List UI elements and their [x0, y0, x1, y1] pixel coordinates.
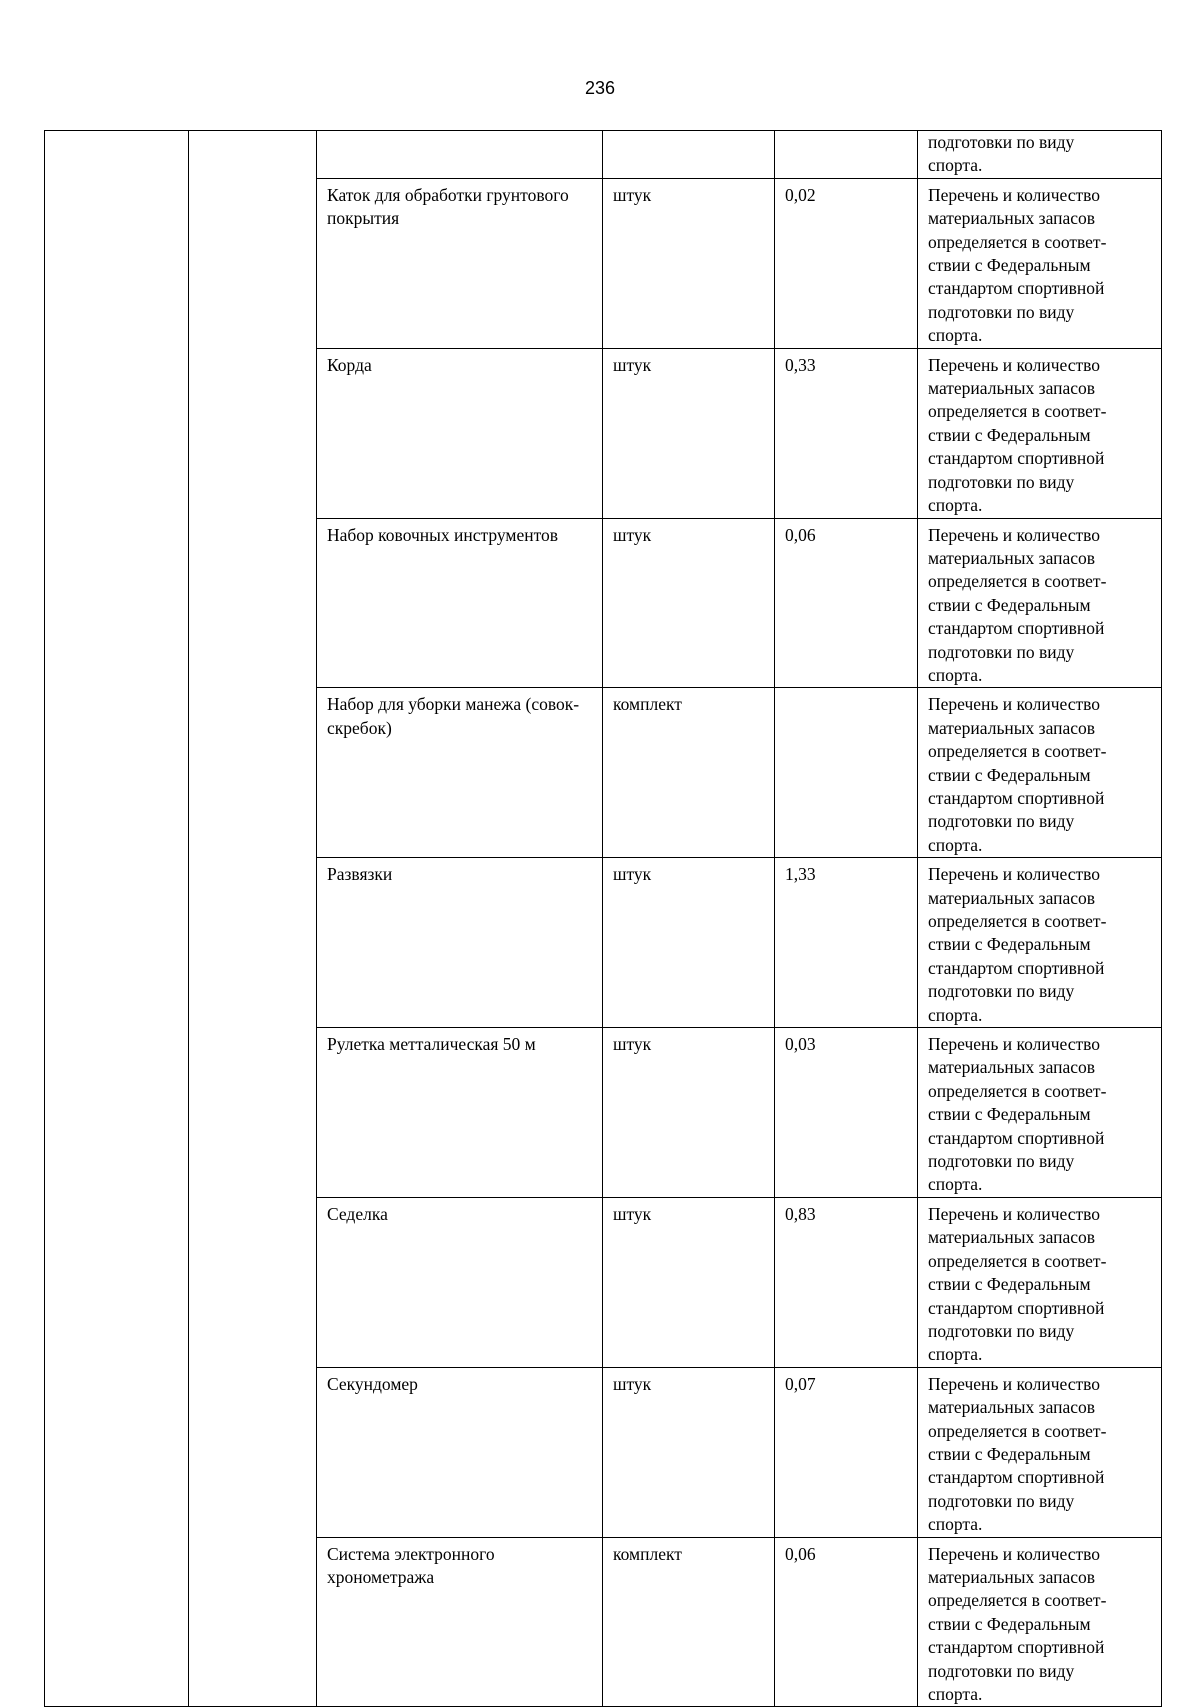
note-line: Перечень и количество: [928, 184, 1101, 205]
note-line: материальных запасов: [928, 547, 1096, 568]
note-line: стандартом спортивной: [928, 1637, 1105, 1658]
note-line: подготовки по виду: [928, 1151, 1075, 1172]
note-line: спорта.: [928, 1174, 983, 1195]
note-line: материальных запасов: [928, 1227, 1096, 1248]
note-line: ствии с Федеральным: [928, 594, 1091, 615]
note-line: определяется в соответ-: [928, 231, 1107, 252]
cell-name: Развязки: [317, 858, 603, 1028]
cell-note: [918, 178, 1162, 348]
cell-unit: штук: [603, 858, 775, 1028]
cell-unit: штук: [603, 348, 775, 518]
note-line: подготовки по виду: [928, 1320, 1075, 1341]
cell-unit: штук: [603, 1028, 775, 1198]
note-line: Перечень и количество: [928, 354, 1101, 375]
cell-note: [918, 688, 1162, 858]
cell-qty: 1,33: [775, 858, 918, 1028]
cell-qty: [775, 131, 918, 179]
note-line: подготовки по виду: [928, 1490, 1075, 1511]
note-line: стандартом спортивной: [928, 278, 1105, 299]
note-line: ствии с Федеральным: [928, 934, 1091, 955]
note-line: материальных запасов: [928, 1057, 1096, 1078]
equipment-table: [44, 130, 1162, 1707]
cell-qty: 0,07: [775, 1367, 918, 1537]
note-line: стандартом спортивной: [928, 1127, 1105, 1148]
note-line: подготовки по виду: [928, 641, 1075, 662]
cell-unit: штук: [603, 1197, 775, 1367]
cell-note: [918, 518, 1162, 688]
cell-note: [918, 1367, 1162, 1537]
note-line: определяется в соответ-: [928, 1080, 1107, 1101]
note-line: определяется в соответ-: [928, 571, 1107, 592]
note-line: подготовки по виду: [928, 471, 1075, 492]
cell-qty: 0,06: [775, 1537, 918, 1707]
cell-name: Набор ковочных инструментов: [317, 518, 603, 688]
note-line: материальных запасов: [928, 208, 1096, 229]
cell-unit: комплект: [603, 688, 775, 858]
note-line: подготовки по виду: [928, 132, 1075, 152]
cell-qty: 0,33: [775, 348, 918, 518]
note-line: Перечень и количество: [928, 1543, 1101, 1564]
note-line: ствии с Федеральным: [928, 255, 1091, 276]
note-line: материальных запасов: [928, 1397, 1096, 1418]
note-line: ствии с Федеральным: [928, 1274, 1091, 1295]
note-line: стандартом спортивной: [928, 1467, 1105, 1488]
cell-col2-merged: [189, 131, 317, 1707]
note-line: ствии с Федеральным: [928, 1613, 1091, 1634]
note-line: определяется в соответ-: [928, 1250, 1107, 1271]
cell-note: [918, 1028, 1162, 1198]
cell-qty: 0,02: [775, 178, 918, 348]
note-line: материальных запасов: [928, 1566, 1096, 1587]
cell-unit: комплект: [603, 1537, 775, 1707]
note-line: спорта.: [928, 1684, 983, 1704]
cell-name: [317, 131, 603, 179]
cell-name: Рулетка метталическая 50 м: [317, 1028, 603, 1198]
note-line: стандартом спортивной: [928, 618, 1105, 639]
cell-qty: 0,03: [775, 1028, 918, 1198]
continuation-row: [45, 131, 1162, 179]
note-line: Перечень и количество: [928, 1034, 1101, 1055]
note-line: определяется в соответ-: [928, 1420, 1107, 1441]
note-line: спорта.: [928, 664, 983, 685]
note-line: подготовки по виду: [928, 301, 1075, 322]
note-line: спорта.: [928, 1514, 983, 1535]
note-line: спорта.: [928, 1344, 983, 1365]
cell-unit: штук: [603, 178, 775, 348]
cell-qty: 0,06: [775, 518, 918, 688]
note-line: стандартом спортивной: [928, 448, 1105, 469]
cell-name: Система электронного хронометража: [317, 1537, 603, 1707]
note-line: определяется в соответ-: [928, 1590, 1107, 1611]
note-line: спорта.: [928, 325, 983, 346]
cell-name: Набор для уборки манежа (совок-скребок): [317, 688, 603, 858]
cell-note: [918, 348, 1162, 518]
note-line: стандартом спортивной: [928, 787, 1105, 808]
cell-note: [918, 1197, 1162, 1367]
note-line: ствии с Федеральным: [928, 764, 1091, 785]
note-line: спорта.: [928, 155, 983, 176]
note-line: подготовки по виду: [928, 981, 1075, 1002]
note-line: Перечень и количество: [928, 694, 1101, 715]
cell-note: [918, 131, 1162, 179]
note-line: спорта.: [928, 834, 983, 855]
note-line: Перечень и количество: [928, 1373, 1101, 1394]
note-line: Перечень и количество: [928, 524, 1101, 545]
cell-name: Секундомер: [317, 1367, 603, 1537]
cell-name: Корда: [317, 348, 603, 518]
note-line: определяется в соответ-: [928, 741, 1107, 762]
note-line: подготовки по виду: [928, 811, 1075, 832]
cell-unit: штук: [603, 518, 775, 688]
cell-qty: [775, 688, 918, 858]
cell-name: Каток для обработки грунтового покрытия: [317, 178, 603, 348]
cell-unit: штук: [603, 1367, 775, 1537]
note-line: стандартом спортивной: [928, 1297, 1105, 1318]
table-body: [45, 131, 1162, 1707]
note-line: подготовки по виду: [928, 1660, 1075, 1681]
note-line: материальных запасов: [928, 378, 1096, 399]
note-line: спорта.: [928, 495, 983, 516]
note-line: определяется в соответ-: [928, 401, 1107, 422]
note-line: спорта.: [928, 1004, 983, 1025]
note-line: Перечень и количество: [928, 1203, 1101, 1224]
cell-name: Седелка: [317, 1197, 603, 1367]
cell-note: [918, 858, 1162, 1028]
cell-qty: 0,83: [775, 1197, 918, 1367]
page-number: 236: [584, 78, 616, 98]
note-line: стандартом спортивной: [928, 957, 1105, 978]
note-line: материальных запасов: [928, 717, 1096, 738]
cell-note: [918, 1537, 1162, 1707]
note-line: ствии с Федеральным: [928, 1104, 1091, 1125]
note-line: Перечень и количество: [928, 864, 1101, 885]
cell-unit: [603, 131, 775, 179]
note-line: определяется в соответ-: [928, 911, 1107, 931]
cell-col1-merged: [45, 131, 189, 1707]
note-line: ствии с Федеральным: [928, 1443, 1091, 1464]
note-line: материальных запасов: [928, 887, 1096, 908]
note-line: ствии с Федеральным: [928, 424, 1091, 445]
